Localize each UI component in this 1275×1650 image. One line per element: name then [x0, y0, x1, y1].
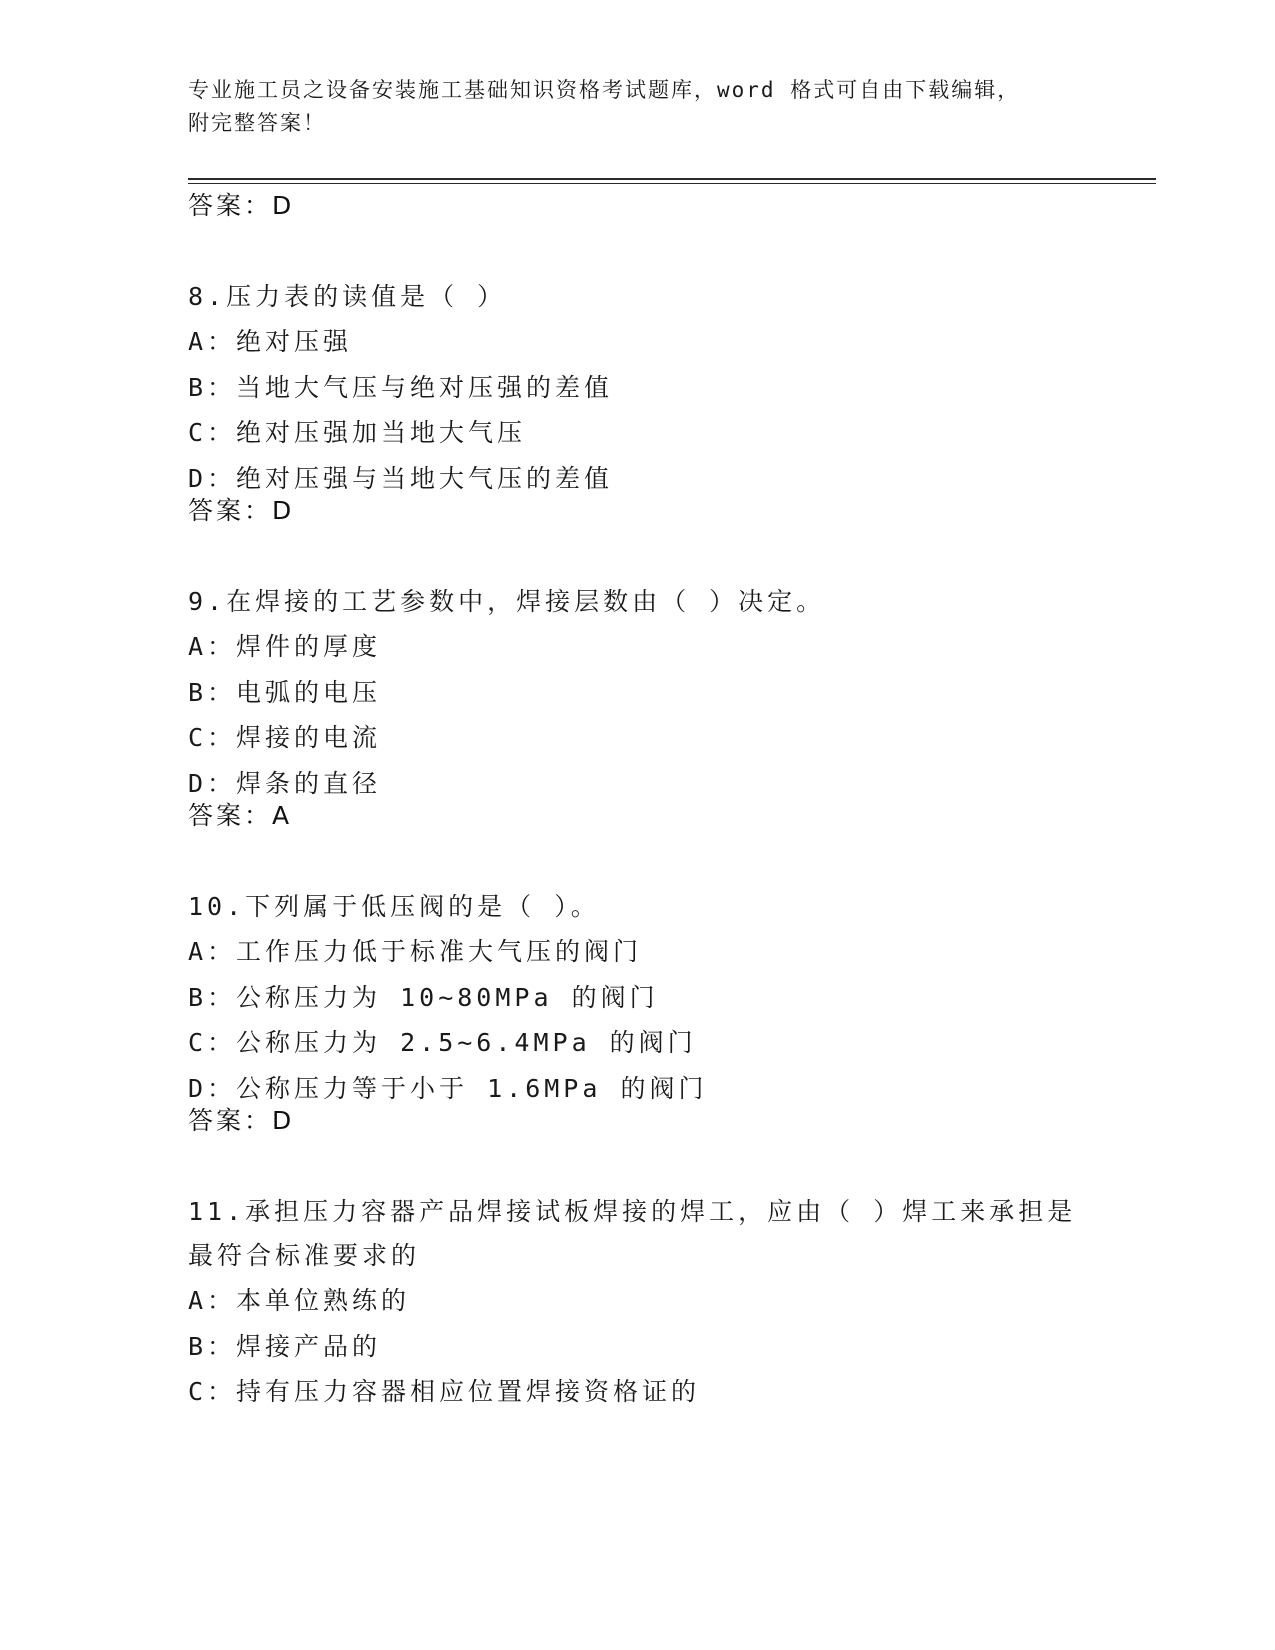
answer-q8: 答案：D — [188, 496, 295, 525]
option-a: A：本单位熟练的 — [188, 1286, 411, 1315]
option-d: D：焊条的直径 — [188, 768, 382, 798]
question-stem-line-2: 最符合标准要求的 — [188, 1241, 421, 1270]
option-b: B：公称压力为 10~80MPa 的阀门 — [188, 982, 659, 1012]
option-d: D：绝对压强与当地大气压的差值 — [188, 463, 614, 493]
question-stem-line-1: 11.承担压力容器产品焊接试板焊接的焊工，应由（ ）焊工来承担是 — [188, 1197, 1077, 1226]
question-stem: 10.下列属于低压阀的是（ ）。 — [188, 892, 600, 921]
document-header — [188, 74, 1088, 140]
option-c: C：绝对压强加当地大气压 — [188, 418, 527, 447]
header-divider-thin — [188, 183, 1156, 184]
option-c: C：持有压力容器相应位置焊接资格证的 — [188, 1377, 701, 1406]
header-line-2: 附完整答案！ — [188, 111, 326, 135]
answer-prev: 答案：D — [188, 191, 295, 220]
header-divider-thick — [188, 178, 1156, 180]
question-stem: 8.压力表的读值是（ ） — [188, 282, 507, 311]
option-c: C：焊接的电流 — [188, 723, 382, 752]
option-b: B：焊接产品的 — [188, 1331, 382, 1361]
header-line-1: 专业施工员之设备安装施工基础知识资格考试题库，word 格式可自由下载编辑， — [188, 78, 1021, 102]
question-stem: 9.在焊接的工艺参数中，焊接层数由（ ）决定。 — [188, 587, 826, 616]
answer-q9: 答案：A — [188, 801, 293, 830]
option-b: B：当地大气压与绝对压强的差值 — [188, 372, 614, 402]
option-d: D：公称压力等于小于 1.6MPa 的阀门 — [188, 1073, 708, 1103]
option-b: B：电弧的电压 — [188, 677, 382, 707]
question-11 — [188, 1190, 1088, 1415]
question-10 — [188, 885, 1088, 1111]
option-a: A：工作压力低于标准大气压的阀门 — [188, 937, 643, 966]
option-a: A：绝对压强 — [188, 327, 353, 356]
answer-q10: 答案：D — [188, 1106, 295, 1135]
option-c: C：公称压力为 2.5~6.4MPa 的阀门 — [188, 1028, 697, 1057]
option-a: A：焊件的厚度 — [188, 632, 382, 661]
question-9 — [188, 580, 1088, 806]
question-8 — [188, 275, 1088, 501]
